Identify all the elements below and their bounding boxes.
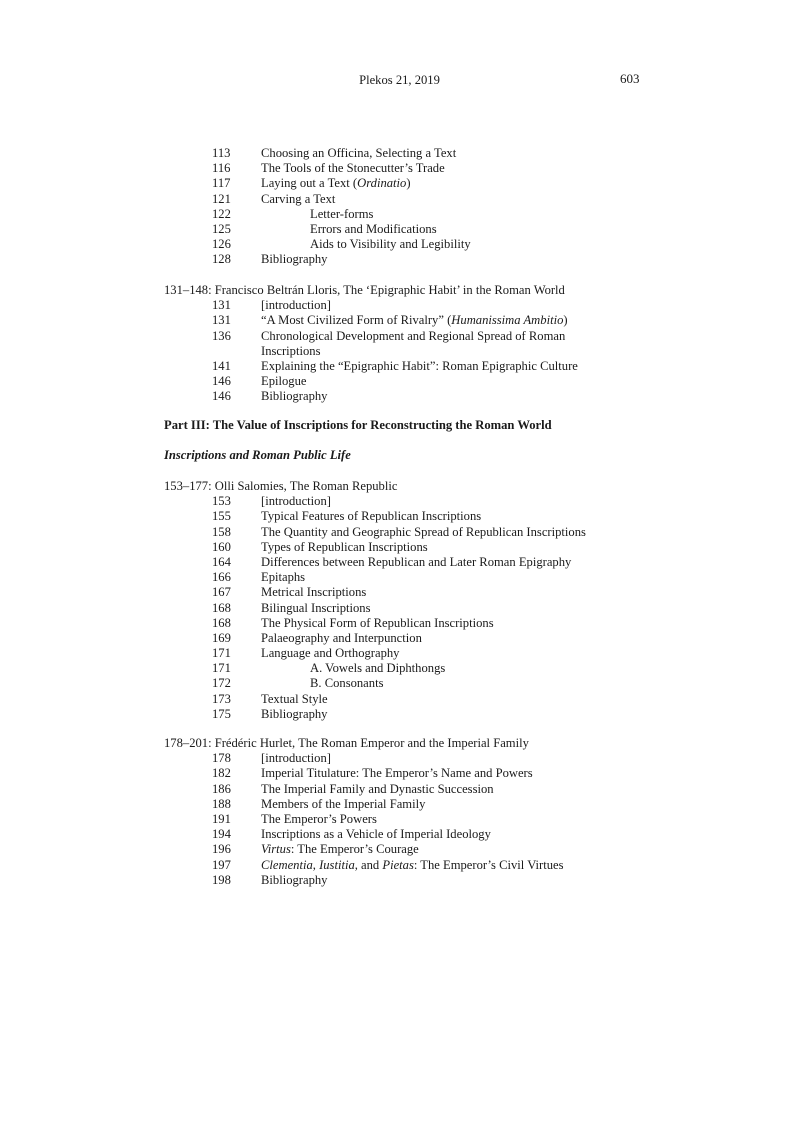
entry-title xyxy=(261,252,327,267)
entry-page-number: 131 xyxy=(212,313,231,328)
italic-text: Pietas xyxy=(382,857,414,872)
italic-text: Ordinatio xyxy=(357,176,407,191)
entry-page-number: 126 xyxy=(212,237,231,252)
toc-entry xyxy=(164,782,644,797)
toc-entry xyxy=(164,344,644,359)
toc-entry xyxy=(164,525,644,540)
entry-page-number: 188 xyxy=(212,796,231,811)
entry-page-number: 194 xyxy=(212,827,231,842)
toc-entry xyxy=(164,389,644,404)
toc-entry xyxy=(164,601,644,616)
entry-title xyxy=(261,494,331,509)
entry-title xyxy=(261,646,399,661)
entry-title xyxy=(261,555,571,570)
entry-title xyxy=(261,192,335,207)
chapter-heading: 131–148: Francisco Beltrán Lloris, The ‘Epigraphic Habit’ in the Roman World xyxy=(164,283,565,297)
entry-title xyxy=(261,146,456,161)
entry-page-number: 182 xyxy=(212,766,231,781)
entry-page-number: 166 xyxy=(212,570,231,585)
entry-title xyxy=(310,222,437,237)
text-segment: Errors and Modifications xyxy=(310,221,437,236)
entry-page-number: 171 xyxy=(212,646,231,661)
toc-entry xyxy=(164,858,644,873)
text-segment: A. Vowels and Diphthongs xyxy=(310,661,446,676)
text-segment: Aids to Visibility and Legibility xyxy=(310,237,471,252)
toc-block xyxy=(164,146,644,268)
toc-entry xyxy=(164,359,644,374)
toc-entry xyxy=(164,707,644,722)
toc-entry xyxy=(164,237,644,252)
entry-page-number: 169 xyxy=(212,630,231,645)
toc-entry xyxy=(164,374,644,389)
toc-entry xyxy=(164,146,644,161)
toc-entry xyxy=(164,692,644,707)
text-segment: The Physical Form of Republican Inscriptions xyxy=(261,615,494,630)
entry-title xyxy=(261,873,327,888)
toc-entry xyxy=(164,570,644,585)
entry-title xyxy=(261,525,586,540)
text-segment: Bibliography xyxy=(261,706,328,721)
toc-entry xyxy=(164,222,644,237)
entry-title xyxy=(310,207,373,222)
toc-entry xyxy=(164,631,644,646)
toc-entry xyxy=(164,540,644,555)
text-segment: Differences between Republican and Later Roman Epigraphy xyxy=(261,554,572,569)
toc-entry xyxy=(164,827,644,842)
entry-title xyxy=(261,359,578,374)
text-segment: Choosing an Officina, Selecting a Text xyxy=(261,146,457,160)
page-number: 603 xyxy=(620,71,640,86)
entry-title xyxy=(261,570,305,585)
toc-chapter xyxy=(164,283,644,405)
running-header: Plekos 21, 2019 xyxy=(359,73,440,87)
entry-page-number: 128 xyxy=(212,252,231,267)
toc-entry xyxy=(164,161,644,176)
entry-title xyxy=(261,751,331,766)
entry-page-number: 171 xyxy=(212,661,231,676)
entry-page-number: 117 xyxy=(212,176,231,191)
text-segment: Bilingual Inscriptions xyxy=(261,600,371,615)
toc-entry xyxy=(164,751,644,766)
text-segment: The Emperor’s Powers xyxy=(261,811,377,826)
text-segment: , and xyxy=(354,857,383,872)
entry-title xyxy=(261,692,328,707)
entry-page-number: 158 xyxy=(212,524,231,539)
entry-title xyxy=(310,676,383,691)
italic-text: Virtus xyxy=(261,842,291,857)
entry-title xyxy=(261,344,320,359)
text-segment: Epitaphs xyxy=(261,570,306,585)
entry-title xyxy=(261,509,481,524)
text-segment: Carving a Text xyxy=(261,191,336,206)
text-segment: Explaining the “Epigraphic Habit”: Roman Epigraphic Culture xyxy=(261,358,578,373)
text-segment: Chronological Development and Regional Spread of Roman xyxy=(261,328,566,343)
text-segment: Inscriptions xyxy=(261,343,321,358)
entry-title xyxy=(261,313,568,328)
text-segment: ) xyxy=(406,176,411,191)
text-segment: Metrical Inscriptions xyxy=(261,585,367,600)
italic-text: Clementia xyxy=(261,857,313,872)
entry-page-number: 172 xyxy=(212,676,231,691)
entry-title xyxy=(261,585,366,600)
entry-page-number: 113 xyxy=(212,146,231,160)
text-segment: The Imperial Family and Dynastic Succession xyxy=(261,781,494,796)
entry-page-number: 178 xyxy=(212,751,231,766)
text-segment: Inscriptions as a Vehicle of Imperial Ideology xyxy=(261,827,491,842)
entry-title xyxy=(261,631,422,646)
entry-page-number: 197 xyxy=(212,857,231,872)
toc-entry xyxy=(164,207,644,222)
text-segment: Bibliography xyxy=(261,389,328,404)
entry-page-number: 168 xyxy=(212,615,231,630)
entry-title xyxy=(261,374,306,389)
toc-entry xyxy=(164,494,644,509)
text-segment: Laying out a Text ( xyxy=(261,176,358,191)
toc-entry xyxy=(164,585,644,600)
entry-page-number: 141 xyxy=(212,358,231,373)
text-segment: [introduction] xyxy=(261,751,331,766)
text-segment: Letter-forms xyxy=(310,206,374,221)
text-segment: “A Most Civilized Form of Rivalry” ( xyxy=(261,313,452,328)
chapter-heading: 153–177: Olli Salomies, The Roman Republic xyxy=(164,479,398,493)
toc-entry xyxy=(164,329,644,344)
entry-page-number: 136 xyxy=(212,328,231,343)
section-heading: Inscriptions and Roman Public Life xyxy=(164,448,351,462)
entry-title xyxy=(261,540,428,555)
text-segment: Palaeography and Interpunction xyxy=(261,630,422,645)
text-segment: B. Consonants xyxy=(310,676,384,691)
entry-page-number: 153 xyxy=(212,494,231,509)
toc-entry xyxy=(164,873,644,888)
toc-entry xyxy=(164,176,644,191)
text-segment: Language and Orthography xyxy=(261,646,400,661)
text-segment: Typical Features of Republican Inscriptions xyxy=(261,509,482,524)
chapter-heading: 178–201: Frédéric Hurlet, The Roman Emperor and the Imperial Family xyxy=(164,736,529,750)
text-segment: , xyxy=(312,857,320,872)
italic-text: Iustitia xyxy=(319,857,355,872)
toc-chapter xyxy=(164,479,644,722)
text-segment: : The Emperor’s Civil Virtues xyxy=(413,857,564,872)
toc-entry xyxy=(164,252,644,267)
toc-chapter xyxy=(164,736,644,888)
toc-entry xyxy=(164,616,644,631)
toc-entry xyxy=(164,766,644,781)
text-segment: Imperial Titulature: The Emperor’s Name and Powers xyxy=(261,766,533,781)
entry-page-number: 173 xyxy=(212,691,231,706)
text-segment: Epilogue xyxy=(261,374,307,389)
entry-title xyxy=(261,797,425,812)
toc-entry xyxy=(164,842,644,857)
entry-page-number: 164 xyxy=(212,554,231,569)
text-segment: The Quantity and Geographic Spread of Republican Inscriptions xyxy=(261,524,586,539)
italic-text: Humanissima Ambitio xyxy=(451,313,564,328)
entry-title xyxy=(261,329,565,344)
entry-title xyxy=(261,842,419,857)
text-segment: : The Emperor’s Courage xyxy=(290,842,419,857)
entry-title xyxy=(261,176,411,191)
entry-page-number: 125 xyxy=(212,221,231,236)
toc-entry xyxy=(164,676,644,691)
entry-page-number: 146 xyxy=(212,374,231,389)
toc-entry xyxy=(164,555,644,570)
entry-page-number: 160 xyxy=(212,539,231,554)
text-segment: [introduction] xyxy=(261,494,331,509)
text-segment: Types of Republican Inscriptions xyxy=(261,539,428,554)
entry-title xyxy=(261,782,494,797)
text-segment: Bibliography xyxy=(261,872,328,887)
entry-title xyxy=(261,389,327,404)
toc-entry xyxy=(164,313,644,328)
entry-page-number: 155 xyxy=(212,509,231,524)
text-segment: ) xyxy=(563,313,568,328)
toc-entry xyxy=(164,812,644,827)
toc-entry xyxy=(164,192,644,207)
entry-title xyxy=(310,237,471,252)
entry-title xyxy=(261,616,494,631)
entry-page-number: 168 xyxy=(212,600,231,615)
entry-page-number: 196 xyxy=(212,842,231,857)
entry-page-number: 122 xyxy=(212,206,231,221)
entry-page-number: 121 xyxy=(212,191,231,206)
entry-title xyxy=(261,601,371,616)
text-segment: Textual Style xyxy=(261,691,328,706)
part-heading: Part III: The Value of Inscriptions for Reconstructing the Roman World xyxy=(164,418,552,432)
entry-title xyxy=(261,766,533,781)
entry-title xyxy=(261,298,331,313)
text-segment: Bibliography xyxy=(261,252,328,267)
entry-title xyxy=(261,707,327,722)
entry-title xyxy=(261,827,491,842)
toc-entry xyxy=(164,509,644,524)
text-segment: Members of the Imperial Family xyxy=(261,796,426,811)
toc-entry xyxy=(164,298,644,313)
text-segment: [introduction] xyxy=(261,298,331,313)
entry-title xyxy=(261,812,377,827)
toc-entry xyxy=(164,797,644,812)
entry-page-number: 175 xyxy=(212,706,231,721)
entry-title xyxy=(310,661,445,676)
toc-entry xyxy=(164,661,644,676)
toc-entry xyxy=(164,646,644,661)
entry-title xyxy=(261,161,445,176)
entry-page-number: 186 xyxy=(212,781,231,796)
text-segment: The Tools of the Stonecutter’s Trade xyxy=(261,161,445,176)
entry-page-number: 131 xyxy=(212,298,231,313)
entry-page-number: 167 xyxy=(212,585,231,600)
entry-page-number: 116 xyxy=(212,161,231,176)
entry-page-number: 198 xyxy=(212,872,231,887)
entry-title xyxy=(261,858,564,873)
entry-page-number: 146 xyxy=(212,389,231,404)
entry-page-number: 191 xyxy=(212,811,231,826)
